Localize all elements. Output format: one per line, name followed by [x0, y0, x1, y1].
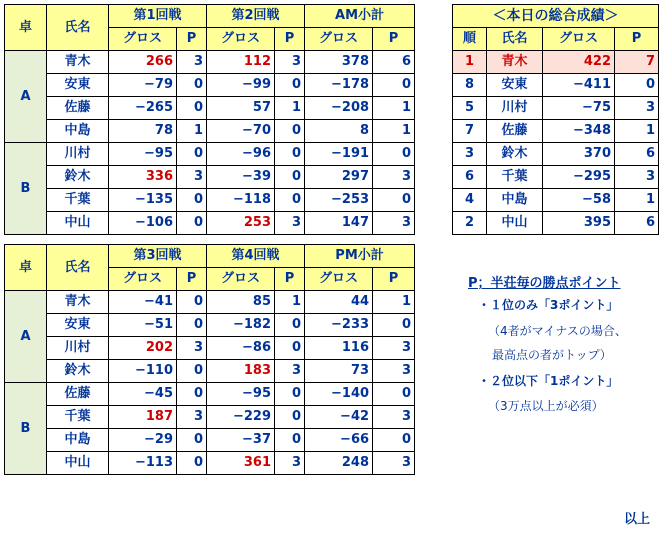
gross-cell: −135	[109, 189, 177, 212]
table-group-label: A	[5, 291, 47, 383]
point-cell: 0	[275, 383, 305, 406]
table-row	[5, 383, 415, 406]
point-cell: 1	[275, 97, 305, 120]
point-cell: 3	[177, 406, 207, 429]
point-cell: 3	[275, 452, 305, 475]
gross-subtotal-cell: −233	[305, 314, 373, 337]
total-gross-cell: 370	[543, 143, 615, 166]
point-cell: 0	[177, 360, 207, 383]
gross-subtotal-cell: −208	[305, 97, 373, 120]
gross-subtotal-cell: −140	[305, 383, 373, 406]
gross-cell: −96	[207, 143, 275, 166]
player-name: 中山	[487, 212, 543, 235]
point-cell: 0	[177, 429, 207, 452]
gross-subtotal-cell: −178	[305, 74, 373, 97]
gross-cell: −95	[109, 143, 177, 166]
table-row	[5, 360, 415, 383]
point-subtotal-cell: 3	[373, 360, 415, 383]
table-row	[5, 166, 415, 189]
gross-cell: −70	[207, 120, 275, 143]
point-cell: 3	[275, 51, 305, 74]
name-header: 氏名	[47, 5, 109, 51]
player-name: 青木	[47, 51, 109, 74]
total-point-cell: 1	[615, 189, 659, 212]
p-header: P	[615, 28, 659, 51]
table-row	[453, 166, 659, 189]
point-subtotal-cell: 3	[373, 452, 415, 475]
name-header: 氏名	[47, 245, 109, 291]
gross-cell: −99	[207, 74, 275, 97]
round2-header: 第2回戦	[207, 5, 305, 28]
gross-cell: −182	[207, 314, 275, 337]
table-row	[5, 74, 415, 97]
table-row	[453, 51, 659, 74]
gross-cell: −106	[109, 212, 177, 235]
rank-cell: 6	[453, 166, 487, 189]
gross-cell: −229	[207, 406, 275, 429]
am-subtotal-header: AM小計	[305, 5, 415, 28]
rank-cell: 1	[453, 51, 487, 74]
player-name: 川村	[47, 143, 109, 166]
gross-subtotal-cell: 147	[305, 212, 373, 235]
rank-cell: 8	[453, 74, 487, 97]
total-point-cell: 0	[615, 74, 659, 97]
table-row	[5, 314, 415, 337]
pm-table-body	[5, 291, 415, 475]
table-row	[5, 143, 415, 166]
point-cell: 0	[275, 314, 305, 337]
table-row	[5, 97, 415, 120]
points-rule-line: （3万点以上が必須）	[488, 399, 604, 413]
gross-cell: −113	[109, 452, 177, 475]
table-row	[453, 143, 659, 166]
point-cell: 0	[177, 314, 207, 337]
table-header: 卓	[5, 5, 47, 51]
gross-subtotal-cell: −253	[305, 189, 373, 212]
table-row	[453, 97, 659, 120]
player-name: 鈴木	[47, 166, 109, 189]
gross-cell: −95	[207, 383, 275, 406]
summary-title: ＜本日の総合成績＞	[453, 5, 659, 28]
gross-cell: 112	[207, 51, 275, 74]
closing-text: 以上	[623, 512, 650, 527]
gross-cell: −265	[109, 97, 177, 120]
point-subtotal-cell: 0	[373, 314, 415, 337]
points-rule-line: （4者がマイナスの場合、	[488, 324, 627, 338]
gross-cell: −79	[109, 74, 177, 97]
player-name: 中島	[47, 120, 109, 143]
player-name: 安東	[487, 74, 543, 97]
gross-subtotal-cell: 378	[305, 51, 373, 74]
gross-cell: −51	[109, 314, 177, 337]
point-cell: 3	[177, 51, 207, 74]
table-row	[5, 452, 415, 475]
player-name: 青木	[487, 51, 543, 74]
total-point-cell: 7	[615, 51, 659, 74]
point-cell: 0	[177, 452, 207, 475]
point-subtotal-cell: 1	[373, 97, 415, 120]
gross-cell: −41	[109, 291, 177, 314]
p-header: P	[177, 268, 207, 291]
table-row	[453, 189, 659, 212]
player-name: 佐藤	[487, 120, 543, 143]
p-header: P	[275, 268, 305, 291]
gross-header: グロス	[207, 28, 275, 51]
p-header: P	[373, 28, 415, 51]
table-row	[453, 120, 659, 143]
pm-subtotal-header: PM小計	[305, 245, 415, 268]
table-row	[5, 51, 415, 74]
gross-header: グロス	[207, 268, 275, 291]
gross-subtotal-cell: 248	[305, 452, 373, 475]
rank-cell: 5	[453, 97, 487, 120]
total-point-cell: 1	[615, 120, 659, 143]
point-subtotal-cell: 0	[373, 74, 415, 97]
player-name: 安東	[47, 314, 109, 337]
gross-cell: 85	[207, 291, 275, 314]
point-cell: 0	[275, 429, 305, 452]
points-rule-title: P；半荘毎の勝点ポイント	[468, 276, 621, 291]
gross-cell: 266	[109, 51, 177, 74]
gross-cell: 253	[207, 212, 275, 235]
gross-cell: −118	[207, 189, 275, 212]
gross-cell: −45	[109, 383, 177, 406]
point-cell: 0	[275, 406, 305, 429]
total-point-cell: 3	[615, 166, 659, 189]
gross-header: グロス	[305, 268, 373, 291]
point-subtotal-cell: 0	[373, 143, 415, 166]
table-group-label: A	[5, 51, 47, 143]
gross-header: グロス	[305, 28, 373, 51]
point-subtotal-cell: 6	[373, 51, 415, 74]
total-point-cell: 6	[615, 143, 659, 166]
point-cell: 3	[177, 337, 207, 360]
player-name: 千葉	[487, 166, 543, 189]
total-point-cell: 6	[615, 212, 659, 235]
gross-cell: 361	[207, 452, 275, 475]
point-subtotal-cell: 1	[373, 291, 415, 314]
gross-subtotal-cell: −191	[305, 143, 373, 166]
point-cell: 0	[275, 120, 305, 143]
total-gross-cell: −411	[543, 74, 615, 97]
gross-cell: −86	[207, 337, 275, 360]
p-header: P	[373, 268, 415, 291]
pm-score-table	[4, 244, 415, 475]
total-gross-cell: 395	[543, 212, 615, 235]
round3-header: 第3回戦	[109, 245, 207, 268]
points-rule-line: ・１位のみ「3ポイント」	[478, 298, 619, 312]
table-row	[453, 212, 659, 235]
point-subtotal-cell: 0	[373, 429, 415, 452]
gross-cell: −110	[109, 360, 177, 383]
point-cell: 0	[177, 143, 207, 166]
player-name: 安東	[47, 74, 109, 97]
gross-cell: 78	[109, 120, 177, 143]
table-row	[5, 291, 415, 314]
point-cell: 1	[177, 120, 207, 143]
table-header: 卓	[5, 245, 47, 291]
point-cell: 0	[275, 189, 305, 212]
table-row	[5, 120, 415, 143]
points-rule-line: 最高点の者がトップ）	[492, 348, 612, 362]
point-cell: 0	[275, 143, 305, 166]
player-name: 中島	[487, 189, 543, 212]
gross-cell: −37	[207, 429, 275, 452]
table-row	[5, 212, 415, 235]
point-cell: 0	[275, 337, 305, 360]
gross-subtotal-cell: 297	[305, 166, 373, 189]
point-subtotal-cell: 3	[373, 166, 415, 189]
gross-cell: 187	[109, 406, 177, 429]
gross-subtotal-cell: 116	[305, 337, 373, 360]
player-name: 中山	[47, 212, 109, 235]
point-cell: 0	[177, 212, 207, 235]
gross-header: グロス	[109, 268, 177, 291]
point-subtotal-cell: 0	[373, 383, 415, 406]
total-gross-cell: −75	[543, 97, 615, 120]
total-gross-cell: −348	[543, 120, 615, 143]
point-subtotal-cell: 3	[373, 337, 415, 360]
player-name: 川村	[487, 97, 543, 120]
point-cell: 0	[177, 291, 207, 314]
table-row	[5, 189, 415, 212]
player-name: 川村	[47, 337, 109, 360]
point-cell: 0	[275, 166, 305, 189]
point-cell: 3	[275, 212, 305, 235]
rank-cell: 4	[453, 189, 487, 212]
table-row	[5, 337, 415, 360]
player-name: 中山	[47, 452, 109, 475]
gross-header: グロス	[109, 28, 177, 51]
round4-header: 第4回戦	[207, 245, 305, 268]
gross-cell: 202	[109, 337, 177, 360]
total-gross-cell: −295	[543, 166, 615, 189]
gross-subtotal-cell: 73	[305, 360, 373, 383]
player-name: 佐藤	[47, 383, 109, 406]
gross-cell: −39	[207, 166, 275, 189]
table-row	[453, 74, 659, 97]
gross-cell: 183	[207, 360, 275, 383]
gross-subtotal-cell: 44	[305, 291, 373, 314]
table-row	[5, 406, 415, 429]
p-header: P	[275, 28, 305, 51]
total-gross-cell: −58	[543, 189, 615, 212]
player-name: 鈴木	[47, 360, 109, 383]
point-cell: 1	[275, 291, 305, 314]
gross-cell: 336	[109, 166, 177, 189]
gross-header: グロス	[543, 28, 615, 51]
player-name: 青木	[47, 291, 109, 314]
p-header: P	[177, 28, 207, 51]
rank-header: 順	[453, 28, 487, 51]
point-cell: 0	[177, 383, 207, 406]
player-name: 千葉	[47, 189, 109, 212]
am-score-table	[4, 4, 415, 235]
name-header: 氏名	[487, 28, 543, 51]
summary-table	[452, 4, 659, 235]
point-cell: 0	[275, 74, 305, 97]
rank-cell: 3	[453, 143, 487, 166]
table-group-label: B	[5, 143, 47, 235]
total-gross-cell: 422	[543, 51, 615, 74]
rank-cell: 7	[453, 120, 487, 143]
player-name: 佐藤	[47, 97, 109, 120]
point-cell: 3	[177, 166, 207, 189]
points-rule-line: ・２位以下「1ポイント」	[478, 374, 619, 388]
gross-subtotal-cell: 8	[305, 120, 373, 143]
point-cell: 0	[177, 189, 207, 212]
gross-cell: −29	[109, 429, 177, 452]
player-name: 千葉	[47, 406, 109, 429]
summary-table-body	[453, 51, 659, 235]
round1-header: 第1回戦	[109, 5, 207, 28]
gross-subtotal-cell: −42	[305, 406, 373, 429]
rank-cell: 2	[453, 212, 487, 235]
total-point-cell: 3	[615, 97, 659, 120]
point-cell: 3	[275, 360, 305, 383]
player-name: 中島	[47, 429, 109, 452]
point-subtotal-cell: 3	[373, 212, 415, 235]
table-group-label: B	[5, 383, 47, 475]
am-table-body	[5, 51, 415, 235]
point-subtotal-cell: 3	[373, 406, 415, 429]
table-row	[5, 429, 415, 452]
gross-cell: 57	[207, 97, 275, 120]
gross-subtotal-cell: −66	[305, 429, 373, 452]
player-name: 鈴木	[487, 143, 543, 166]
point-subtotal-cell: 1	[373, 120, 415, 143]
point-subtotal-cell: 0	[373, 189, 415, 212]
point-cell: 0	[177, 97, 207, 120]
point-cell: 0	[177, 74, 207, 97]
